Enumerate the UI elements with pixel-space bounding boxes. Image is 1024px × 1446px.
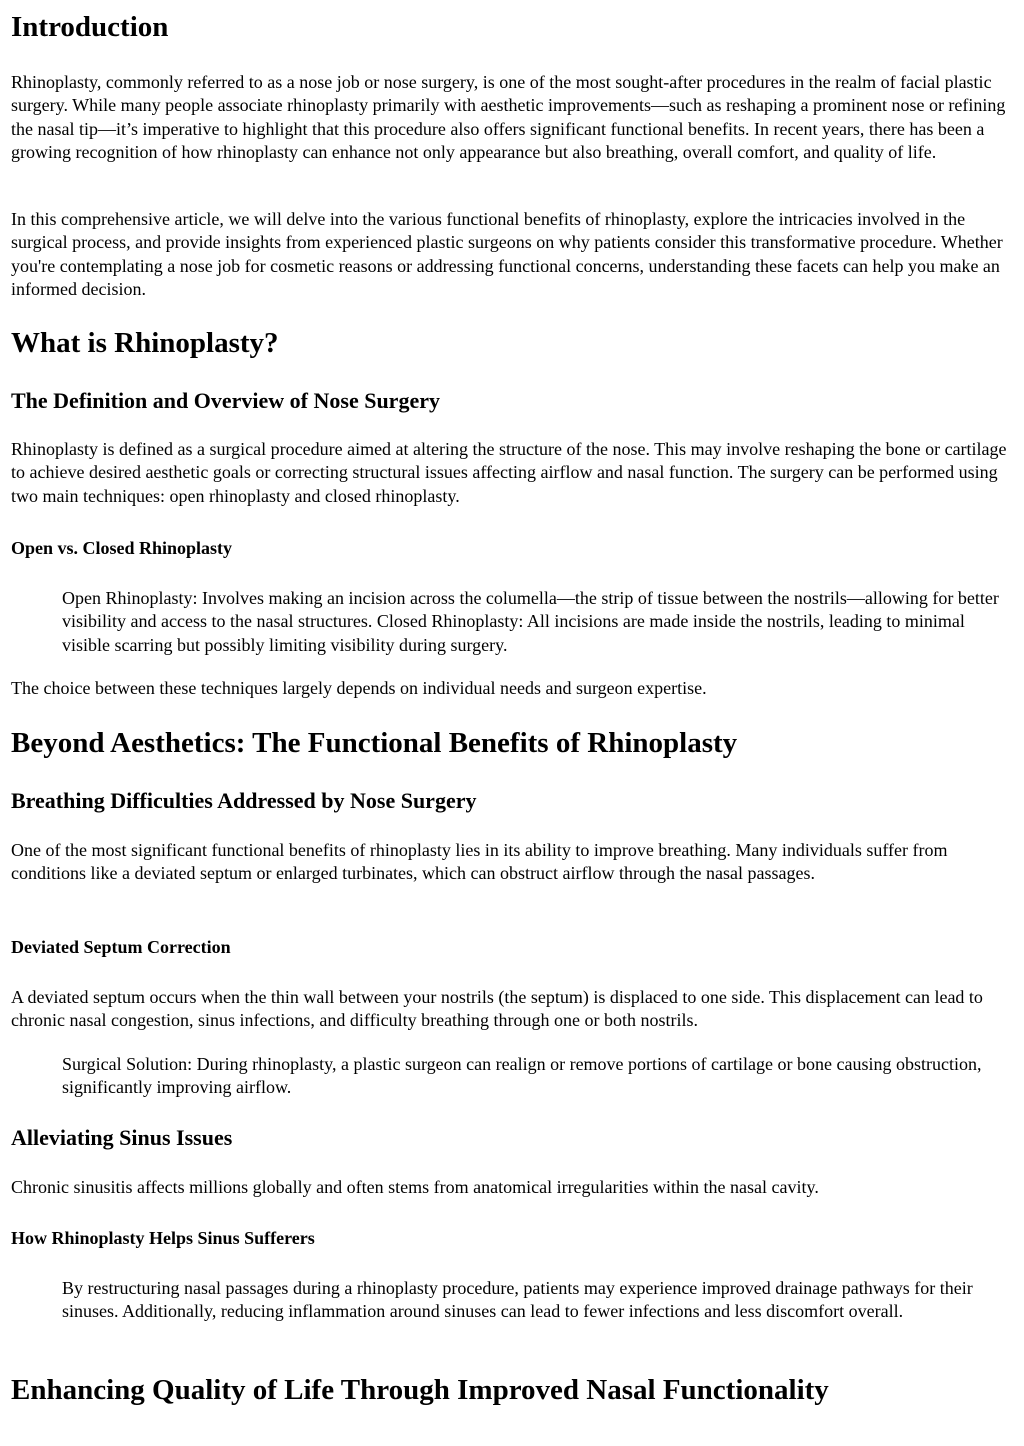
- intro-paragraph-1: Rhinoplasty, commonly referred to as a nose job or nose surgery, is one of the most sought-after procedures in the realm of facial plastic surgery. While many people associate rhinoplasty primarily with aesthetic improvements—such as reshaping a prominent nose or refining the nasal tip—it’s imperative to highlight that this procedure also offers significant functional benefits. In recent years, there has been a growing recognition of how rhinoplasty can enhance not only appearance but also breathing, overall comfort, and quality of life.: [11, 72, 1006, 162]
- introduction-heading: Introduction: [11, 11, 169, 43]
- open-closed-quote: Open Rhinoplasty: Involves making an incision across the columella—the strip of tissue between the nostrils—allowing for better visibility and access to the nasal structures. Closed Rhinoplasty: All incisions are made inside the nostrils, leading to minimal visible scarring but possibly limiting visibility during surgery.: [62, 588, 999, 655]
- beyond-aesthetics-heading: Beyond Aesthetics: The Functional Benefits of Rhinoplasty: [11, 727, 738, 759]
- open-closed-heading: Open vs. Closed Rhinoplasty: [11, 538, 233, 558]
- surgical-solution-quote: Surgical Solution: During rhinoplasty, a plastic surgeon can realign or remove portions of cartilage or bone causing obstruction, significantly improving airflow.: [62, 1054, 982, 1098]
- breathing-subheading: Breathing Difficulties Addressed by Nose Surgery: [11, 788, 477, 813]
- sinus-help-heading: How Rhinoplasty Helps Sinus Sufferers: [11, 1228, 315, 1248]
- what-is-rhinoplasty-heading: What is Rhinoplasty?: [11, 327, 279, 359]
- deviated-septum-paragraph: A deviated septum occurs when the thin wall between your nostrils (the septum) is displaced to one side. This displacement can lead to chronic nasal congestion, sinus infections, and difficulty breathing through one or both nostrils.: [11, 987, 983, 1031]
- definition-paragraph: Rhinoplasty is defined as a surgical procedure aimed at altering the structure of the nose. This may involve reshaping the bone or cartilage to achieve desired aesthetic goals or correcting structural issues affecting airflow and nasal function. The surgery can be performed using two main techniques: open rhinoplasty and closed rhinoplasty.: [11, 439, 1007, 506]
- breathing-paragraph: One of the most significant functional benefits of rhinoplasty lies in its ability to improve breathing. Many individuals suffer from conditions like a deviated septum or enlarged turbinates, which can obstruct airflow through the nasal passages.: [11, 840, 948, 884]
- sinus-subheading: Alleviating Sinus Issues: [11, 1125, 233, 1150]
- choice-paragraph: The choice between these techniques largely depends on individual needs and surgeon expertise.: [11, 678, 707, 698]
- sinus-paragraph: Chronic sinusitis affects millions globally and often stems from anatomical irregularities within the nasal cavity.: [11, 1177, 819, 1197]
- definition-subheading: The Definition and Overview of Nose Surgery: [11, 388, 440, 413]
- deviated-septum-heading: Deviated Septum Correction: [11, 937, 231, 957]
- sinus-quote: By restructuring nasal passages during a rhinoplasty procedure, patients may experience improved drainage pathways for their sinuses. Additionally, reducing inflammation around sinuses can lead to fewer infections and less discomfort overall.: [62, 1278, 973, 1322]
- quality-of-life-heading: Enhancing Quality of Life Through Improved Nasal Functionality: [11, 1374, 829, 1406]
- intro-paragraph-2: In this comprehensive article, we will delve into the various functional benefits of rhinoplasty, explore the intricacies involved in the surgical process, and provide insights from experienced plastic surgeons on why patients consider this transformative procedure. Whether you're contemplating a nose job for cosmetic reasons or addressing functional concerns, understanding these facets can help you make an informed decision.: [11, 209, 1003, 299]
